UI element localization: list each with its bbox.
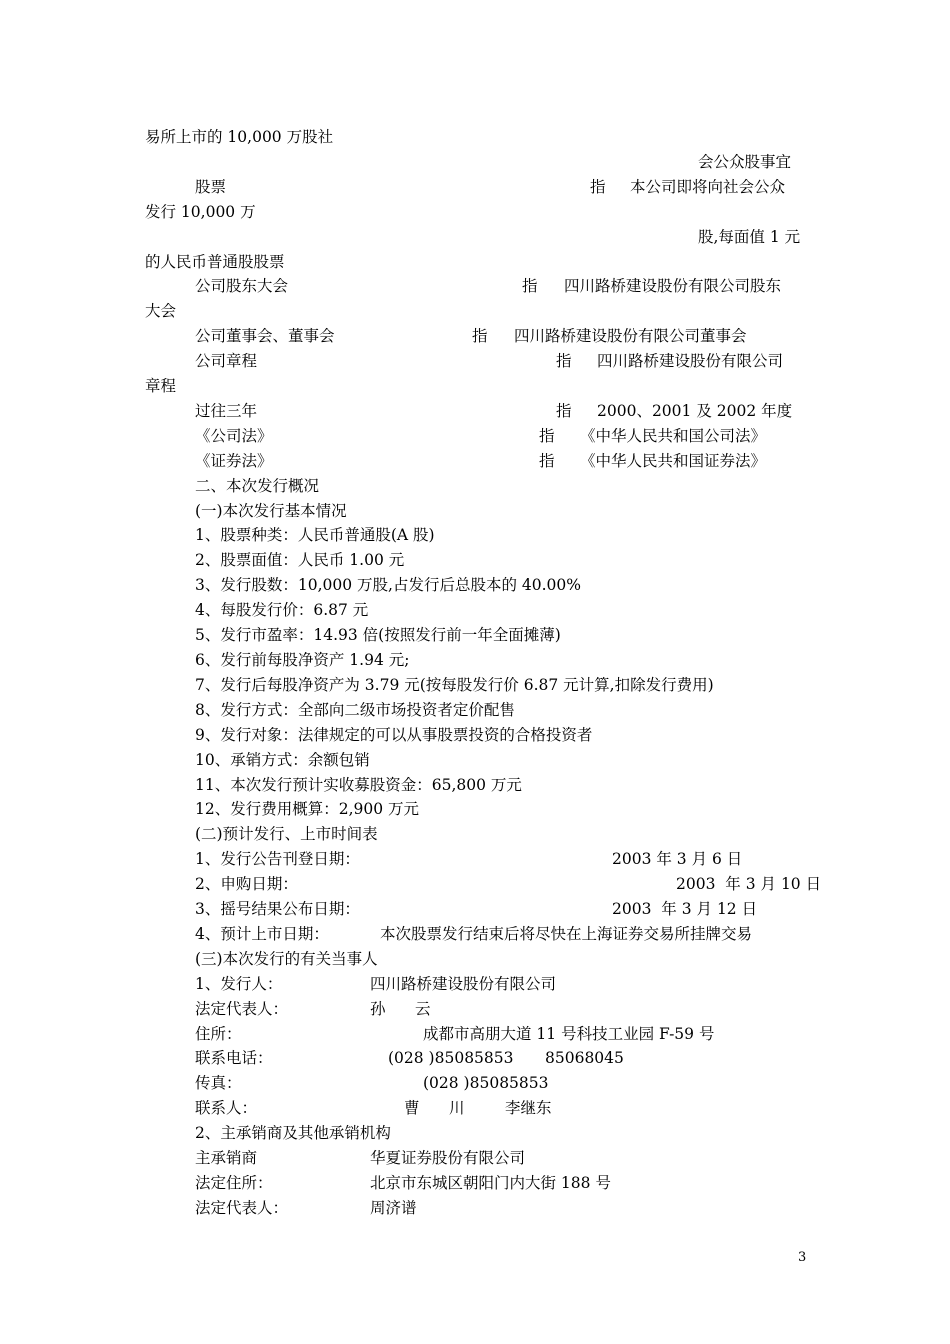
field-value: (028 )85085853 xyxy=(388,1049,514,1067)
section-heading: 二、本次发行概况 xyxy=(195,477,320,495)
field-label: 传真： xyxy=(195,1074,242,1092)
issuer-name: 四川路桥建设股份有限公司 xyxy=(370,975,557,993)
list-item: 10、承销方式：余额包销 xyxy=(195,751,370,769)
field-value: 周济谱 xyxy=(370,1199,417,1217)
list-item: 1、股票种类：人民币普通股(A 股) xyxy=(195,526,435,544)
subsection-heading: (一)本次发行基本情况 xyxy=(195,502,347,520)
def-past: 2000、2001 及 2002 年度 xyxy=(597,402,793,420)
list-item: 9、发行对象：法律规定的可以从事股票投资的合格投资者 xyxy=(195,726,593,744)
subsection-heading: (二)预计发行、上市时间表 xyxy=(195,825,378,843)
def-agm-2: 大会 xyxy=(145,302,177,320)
list-item: 11、本次发行预计实收募股资金：65,800 万元 xyxy=(195,776,522,794)
def-gupiao-2: 发行 10,000 万 xyxy=(145,203,256,221)
field-value: (028 )85085853 xyxy=(423,1074,549,1092)
list-item: 6、发行前每股净资产 1.94 元; xyxy=(195,651,410,669)
schedule-value: 本次股票发行结束后将尽快在上海证券交易所挂牌交易 xyxy=(380,925,753,943)
term-past: 过往三年 xyxy=(195,402,258,420)
field-label: 住所： xyxy=(195,1025,242,1043)
field-value: 北京市东城区朝阳门内大街 188 号 xyxy=(370,1174,611,1192)
zhi-marker: 指 xyxy=(556,352,572,370)
schedule-label: 1、发行公告刊登日期： xyxy=(195,850,360,868)
def-seclaw: 《中华人民共和国证券法》 xyxy=(580,452,767,470)
field-value: 曹 川 xyxy=(404,1099,465,1117)
list-item: 7、发行后每股净资产为 3.79 元(按每股发行价 6.87 元计算,扣除发行费用) xyxy=(195,676,714,694)
field-value: 李继东 xyxy=(505,1099,552,1117)
def-charter-2: 章程 xyxy=(145,377,177,395)
zhi-marker: 指 xyxy=(522,277,538,295)
def-gupiao-3: 股,每面值 1 元 xyxy=(698,228,801,246)
field-value: 华夏证券股份有限公司 xyxy=(370,1149,526,1167)
term-seclaw: 《证券法》 xyxy=(195,452,273,470)
field-value: 孙 云 xyxy=(370,1000,431,1018)
schedule-value: 2003 年 3 月 6 日 xyxy=(612,850,743,868)
def-charter-1: 四川路桥建设股份有限公司 xyxy=(597,352,784,370)
list-item: 3、发行股数：10,000 万股,占发行后总股本的 40.00% xyxy=(195,576,581,594)
field-value: 85068045 xyxy=(545,1049,624,1067)
term-board: 公司董事会、董事会 xyxy=(195,327,335,345)
list-item: 4、每股发行价：6.87 元 xyxy=(195,601,369,619)
term-agm: 公司股东大会 xyxy=(195,277,289,295)
schedule-value: 2003 年 3 月 12 日 xyxy=(612,900,758,918)
field-label: 联系电话： xyxy=(195,1049,273,1067)
zhi-marker: 指 xyxy=(590,178,606,196)
schedule-label: 3、摇号结果公布日期： xyxy=(195,900,360,918)
field-label: 法定住所： xyxy=(195,1174,273,1192)
list-item: 2、股票面值：人民币 1.00 元 xyxy=(195,551,405,569)
issuer-heading: 1、发行人： xyxy=(195,975,283,993)
zhi-marker: 指 xyxy=(539,427,555,445)
def-line-2: 会公众股事宜 xyxy=(698,153,792,171)
def-gupiao-4: 的人民币普通股股票 xyxy=(145,253,285,271)
def-gupiao-1: 本公司即将向社会公众 xyxy=(630,178,786,196)
def-line-1: 易所上市的 10,000 万股社 xyxy=(145,128,334,146)
list-item: 12、发行费用概算：2,900 万元 xyxy=(195,800,420,818)
schedule-label: 2、申购日期： xyxy=(195,875,298,893)
subsection-heading: (三)本次发行的有关当事人 xyxy=(195,950,378,968)
field-label: 法定代表人： xyxy=(195,1199,289,1217)
schedule-label: 4、预计上市日期： xyxy=(195,925,329,943)
zhi-marker: 指 xyxy=(556,402,572,420)
list-item: 5、发行市盈率：14.93 倍(按照发行前一年全面摊薄) xyxy=(195,626,561,644)
underwriter-heading: 2、主承销商及其他承销机构 xyxy=(195,1124,391,1142)
field-value: 成都市高朋大道 11 号科技工业园 F-59 号 xyxy=(423,1025,715,1043)
def-agm-1: 四川路桥建设股份有限公司股东 xyxy=(564,277,782,295)
page-number: 3 xyxy=(798,1250,807,1265)
term-gupiao: 股票 xyxy=(195,178,227,196)
list-item: 8、发行方式：全部向二级市场投资者定价配售 xyxy=(195,701,515,719)
schedule-value: 2003 年 3 月 10 日 xyxy=(676,875,822,893)
term-charter: 公司章程 xyxy=(195,352,258,370)
term-colaw: 《公司法》 xyxy=(195,427,273,445)
field-label: 法定代表人： xyxy=(195,1000,289,1018)
zhi-marker: 指 xyxy=(539,452,555,470)
field-label: 联系人： xyxy=(195,1099,258,1117)
def-board: 四川路桥建设股份有限公司董事会 xyxy=(514,327,747,345)
def-colaw: 《中华人民共和国公司法》 xyxy=(580,427,767,445)
field-label: 主承销商 xyxy=(195,1149,258,1167)
zhi-marker: 指 xyxy=(472,327,488,345)
